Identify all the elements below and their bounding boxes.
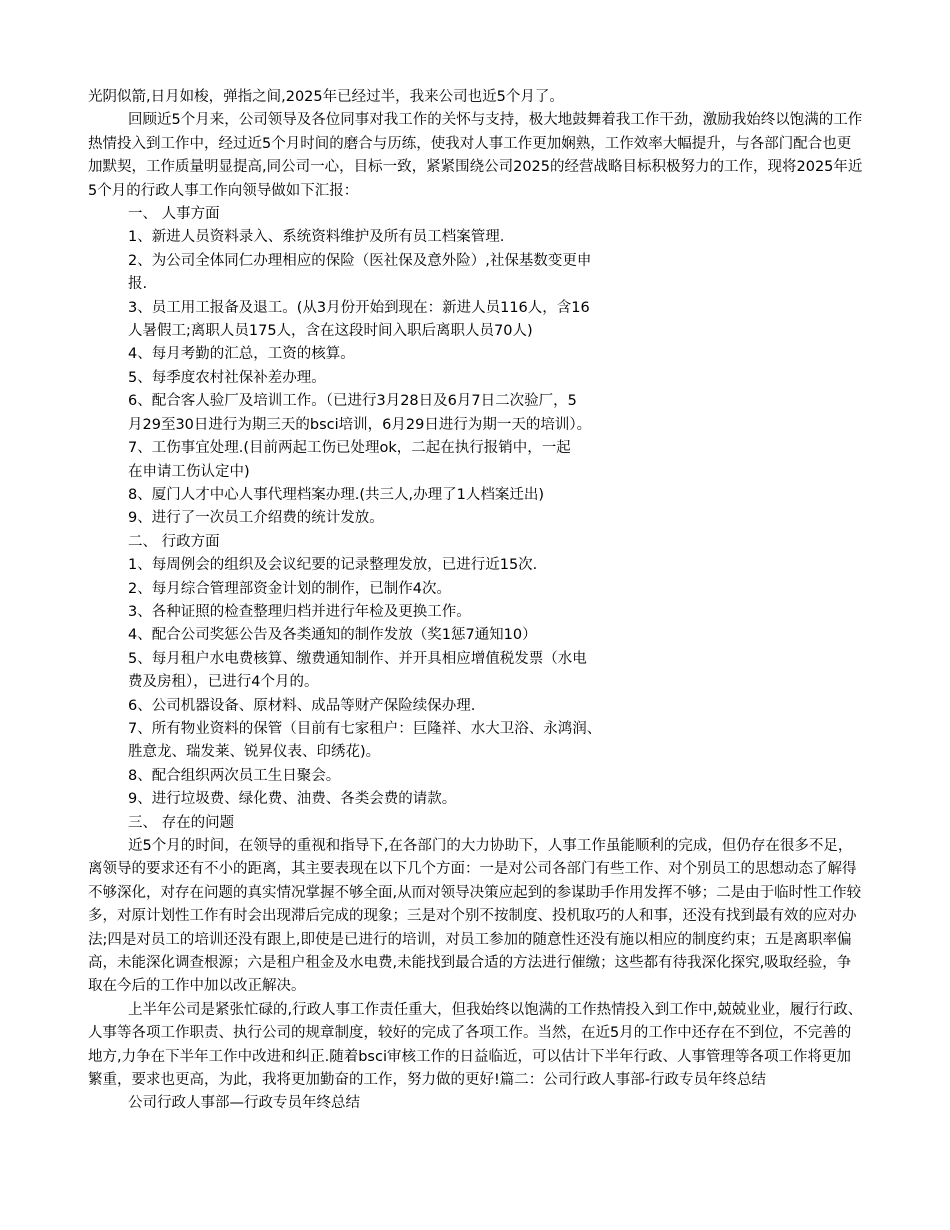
list-item: 2、每月综合管理部资金计划的制作，已制作4次。 (128, 580, 451, 597)
body-paragraph: 公司行政人事部—行政专员年终总结 (128, 1095, 360, 1112)
body-paragraph: 回顾近5个月来，公司领导及各位同事对我工作的关怀与支持，极大地鼓舞着我工作干劲，激励我始终以饱满的工作热情投入到工作中，经过近5个月时间的磨合与历练，使我对人事工作更加娴熟，工作效率大幅提升，与各部门配合也更加默契，工作质量明显提高,同公司一心，目标一致，紧紧围绕公司2025的经营战略目标积极努力的工作，现将2025年近5个月的行政人事工作向领导做如下汇报： (88, 112, 863, 199)
list-item: 胜意龙、瑞发莱、锐昇仪表、印绣花)。 (128, 744, 381, 761)
list-item: 1、每周例会的组织及会议纪要的记录整理发放，已进行近15次. (128, 557, 538, 574)
body-paragraph: 近5个月的时间，在领导的重视和指导下,在各部门的大力协助下，人事工作虽能顺利的完成，但仍存在很多不足，离领导的要求还有不小的距离，其主要表现在以下几个方面：一是对公司各部门有些工作、对个别员工的思想动态了解得不够深化，对存在问题的真实情况掌握不够全面,从而对领导决策应起到的参谋助手作用发挥不够；二是由于临时性工作较多，对原计划性工作有时会出现滞后完成的现象；三是对个别不按制度、投机取巧的人和事，还没有找到最有效的应对办法;四是对员工的培训还没有跟上,即使是已进行的培训，对员工参加的随意性还没有施以相应的制度约束；五是离职率偏高，未能深化调查根源；六是租户租金及水电费,未能找到最合适的方法进行催缴；这些都有待我深化探究,吸取经验，争取在今后的工作中加以改正解决。 (88, 838, 862, 995)
list-item: 2、为公司全体同仁办理相应的保险（医社保及意外险）,社保基数变更申 (128, 252, 592, 269)
list-item: 4、配合公司奖惩公告及各类通知的制作发放（奖1惩7通知10） (128, 627, 537, 644)
list-item: 9、进行垃圾费、绿化费、油费、各类会费的请款。 (128, 791, 457, 808)
list-item: 9、进行了一次员工介绍费的统计发放。 (128, 510, 384, 527)
list-item: 6、配合客人验厂及培训工作。（已进行3月28日及6月7日二次验厂，5 (128, 393, 577, 410)
list-item: 在申请工伤认定中) (128, 463, 250, 480)
list-item: 费及房租），已进行4个月的。 (128, 674, 319, 691)
list-item: 7、所有物业资料的保管（目前有七家租户：巨隆祥、水大卫浴、永鸿润、 (128, 720, 602, 737)
list-item: 7、工伤事宜处理.(目前两起工伤已处理ok，二起在执行报销中，一起 (128, 440, 571, 457)
document-body (88, 86, 864, 1116)
list-item: 5、每月租户水电费核算、缴费通知制作、并开具相应增值税发票（水电 (128, 650, 587, 667)
list-item: 1、新进人员资料录入、系统资料维护及所有员工档案管理. (128, 229, 505, 246)
list-item: 8、配合组织两次员工生日聚会。 (128, 767, 341, 784)
list-item: 6、公司机器设备、原材料、成品等财产保险续保办理. (128, 697, 476, 714)
list-item: 3、各种证照的检查整理归档并进行年检及更换工作。 (128, 603, 471, 620)
list-item: 3、员工用工报备及退工。(从3月份开始到现在：新进人员116人，含16 (128, 299, 590, 316)
list-item: 月29至30日进行为期三天的bsci培训，6月29日进行为期一天的培训）。 (128, 416, 592, 433)
section-heading: 一、 人事方面 (128, 206, 220, 223)
list-item: 报. (128, 276, 148, 293)
list-item: 4、每月考勤的汇总，工资的核算。 (128, 346, 355, 363)
list-item: 8、厦门人才中心人事代理档案办理.(共三人,办理了1人档案迁出) (128, 486, 544, 503)
body-paragraph: 上半年公司是紧张忙碌的,行政人事工作责任重大，但我始终以饱满的工作热情投入到工作中,兢兢业业，履行行政、人事等各项工作职责、执行公司的规章制度，较好的完成了各项工作。当然，在近5月的工作中还存在不到位，不完善的地方,力争在下半年工作中改进和纠正.随着bsci审核工作的日益临近，可以估计下半年行政、人事管理等各项工作将更加繁重，要求也更高，为此，我将更加勤奋的工作，努力做的更好!篇二：公司行政人事部-行政专员年终总结 (88, 1001, 863, 1089)
section-heading: 三、 存在的问题 (128, 814, 235, 831)
list-item: 人暑假工;离职人员175人，含在这段时间入职后离职人员70人) (128, 323, 533, 340)
body-paragraph: 光阴似箭,日月如梭，弹指之间,2025年已经过半，我来公司也近5个月了。 (88, 89, 564, 105)
section-heading: 二、 行政方面 (128, 533, 220, 550)
list-item: 5、每季度农村社保补差办理。 (128, 369, 326, 386)
